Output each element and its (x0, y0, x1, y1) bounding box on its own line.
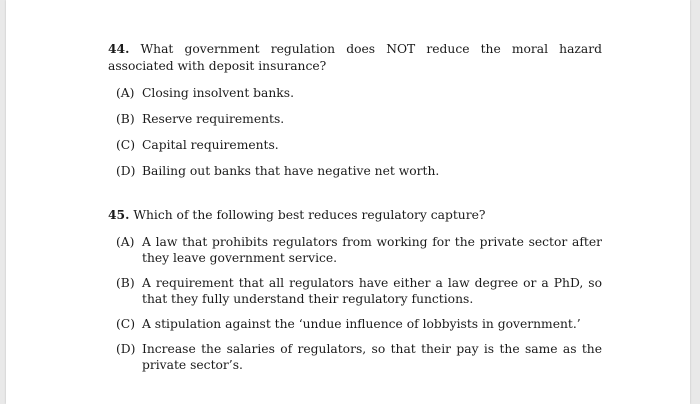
option-text: Reserve requirements. (142, 112, 285, 126)
option-label: (D) (116, 164, 136, 178)
option-label: (B) (116, 112, 135, 126)
answer-options (108, 234, 602, 373)
question-44 (108, 40, 602, 189)
option-label: (A) (116, 235, 135, 249)
answer-option-d (116, 341, 602, 373)
option-text: Closing insolvent banks. (142, 86, 294, 100)
answer-option-c (116, 316, 602, 332)
question-45 (108, 206, 602, 382)
question-text: What government regulation does NOT reduce the moral hazard associated with deposit insurance? (108, 42, 602, 73)
option-text: A law that prohibits regulators from working for the private sector after they leave government service. (142, 235, 602, 265)
answer-option-b (116, 111, 602, 127)
answer-option-b (116, 275, 602, 307)
document-page (6, 0, 690, 404)
question-text: Which of the following best reduces regulatory capture? (133, 208, 486, 222)
option-text: Bailing out banks that have negative net worth. (142, 164, 440, 178)
option-label: (A) (116, 86, 135, 100)
answer-option-a (116, 234, 602, 266)
option-text: Capital requirements. (142, 138, 279, 152)
option-label: (B) (116, 276, 135, 290)
answer-option-c (116, 137, 602, 153)
answer-option-a (116, 85, 602, 101)
option-label: (C) (116, 317, 136, 331)
option-label: (D) (116, 342, 136, 356)
question-number: 45. (108, 207, 130, 222)
question-stem (108, 206, 602, 224)
option-label: (C) (116, 138, 136, 152)
answer-option-d (116, 163, 602, 179)
option-text: A requirement that all regulators have either a law degree or a PhD, so that they fully understand their regulatory functions. (142, 276, 602, 306)
option-text: A stipulation against the ‘undue influence of lobbyists in government.’ (142, 317, 581, 331)
question-number: 44. (108, 41, 130, 56)
answer-options (108, 85, 602, 179)
question-stem (108, 40, 602, 75)
option-text: Increase the salaries of regulators, so that their pay is the same as the private sector’s. (142, 342, 602, 372)
